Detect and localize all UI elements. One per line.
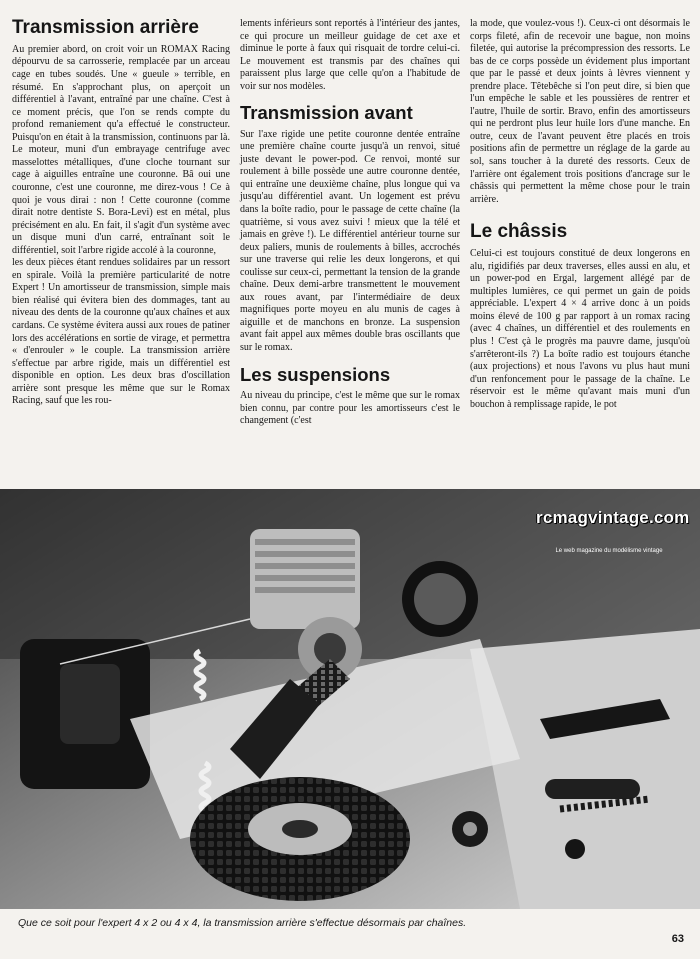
paragraph: les deux pièces étant rendues solidaires par un ressort en spirale. Voilà la première particularité de notre Expert ! Un amortisseur de transmission, simple mais bien réalisé qui évitera bien des dommages, tant au niveau des dents de la couronne qu'aux chaînes et aux cardans. Ce système évitera aussi aux roues de patiner lors des accélérations en sortie de virage, et permettra « d'enrouler » le couple. La transmission arrière s'effectue par arbre rigide, mais un différentiel est disponible en option. Les deux bras d'oscillation arrière sont presque les même que sur le Romax Racing, sauf que les rou-	[12, 257, 230, 407]
paragraph: Sur l'axe rigide une petite couronne dentée entraîne une première chaîne courte jusqu'à un renvoi, situé juste devant le power-pod. Ce renvoi, monté sur roulement à bille possède une autre couronne dentée, qui entraîne une deuxième chaîne, plus longue qui va jusqu'au différentiel avant. Un logement est prévu dans la boîte radio, pour le passage de cette chaîne (la quatrième, si vous avez suivi ! mieux que la télé et jamais en grève !). Le différentiel antérieur tourne sur deux paliers, munis de roulements à billes, accrochés sur une traverse qui relie les deux longerons, et qui coulisse sur ceux-ci, permettant la tension de la grande chaîne. Deux demi-arbre transmettent le mouvement aux roues avant, par l'intermédiaire de deux magnifiques porte moyeu en alu munis de cages à aiguille et de manchons en bronze. La suspension avant fait appel aux mêmes double bras oscillants que sur le romax.	[240, 128, 460, 353]
column-1	[12, 18, 230, 408]
photo-caption: Que ce soit pour l'expert 4 x 2 ou 4 x 4, la transmission arrière s'effectue désormais par chaînes.	[18, 917, 467, 929]
heading-les-suspensions: Les suspensions	[240, 363, 391, 385]
paragraph: Au premier abord, on croit voir un ROMAX Racing dépourvu de sa carrosserie, remplacée par un arceau cage en tubes soudés. Une « gueule » terrible, en résumé. En s'approchant plus, on aperçoit un différentiel à l'avant, entraîné par une chaîne. C'est à ce moment précis, que l'on se rends compte du profond remaniement qu'a effectué le constructeur. Puisqu'on en était à la transmission, continuons par là. Le moteur, muni d'un embrayage centrifuge avec masselottes métalliques, d'une cloche tournant sur cage à aiguilles entraîne une couronne. Bâ oui une couronne, c'est une couronne, me direz-vous ! Ce à quoi je vous dirai : non ! Cette couronne (comme dirait notre dentiste S. Bora-Levi) est en métal, plus précisément en alu. En fait, il s'agit d'un système avec un disque muni d'un carré, entraînant soit le différentiel, soit l'arbre rigide accolé à la couronne,	[12, 43, 230, 256]
watermark-title: rcmagvintage.com	[536, 508, 690, 527]
heading-le-chassis: Le châssis	[470, 221, 568, 243]
heading-transmission-arriere: Transmission arrière	[12, 17, 199, 38]
column-2	[240, 18, 460, 428]
watermark-logo	[536, 508, 690, 554]
paragraph: la mode, que voulez-vous !). Ceux-ci ont désormais le corps fileté, afin de recevoir une bague, non moins filetée, qui autorise la précompression des ressorts. Le bas de ce corps possède un évidement plus important que par le passé et deux joints à lèvres viennent y prendre place. Têtebêche si l'on peut dire, si bien que l'un empêche le sable et les poussières de rentrer et l'autre, l'huile de sortir. Bravo, enfin des amortisseurs qui ne perdront plus leur huile lors d'une manche. En outre, ceux de l'avant peuvent être placés en trois positions afin de permettre un réglage de la garde au sol, sans toucher à la dureté des ressorts. Ceux de l'arrière ont également trois positions d'ancrage sur le châssis qui permettent la même chose pour le train arrière.	[470, 18, 690, 205]
page-number: 63	[671, 933, 684, 945]
column-3	[470, 18, 690, 411]
watermark-subtitle: Le web magazine du modélisme vintage	[555, 548, 663, 554]
paragraph: Celui-ci est toujours constitué de deux longerons en alu, rigidifiés par deux traverses, elles aussi en alu, et un power-pod en Ergal, largement allégé par de multiples lumières, ce qui permet un gain de poids appréciable. L'expert 4 × 4 arrive donc à un poids moins élevé de 100 g par rapport à un romax racing (avec 4 chaînes, un différentiel et des roulements en plus ! C'est çà le progrès ma pauvre dame, jusqu'où s'arrêteront-ils ?) La boîte radio est toujours étanche (aux projections) et nous l'avons vu plus haut muni d'un renfoncement pour le passage de la chaîne. Le réservoir est le même qu'avant mais muni d'un bouchon à remplissage rapide, le pot	[470, 248, 690, 410]
paragraph: Au niveau du principe, c'est le même que sur le romax bien connu, par contre pour les amortisseurs c'est le changement (c'est	[240, 389, 460, 427]
heading-transmission-avant: Transmission avant	[240, 102, 413, 124]
paragraph: lements inférieurs sont reportés à l'intérieur des jantes, ce qui procure un meilleur guidage de cet axe et diminue le porte à faux qui risquait de tordre celui-ci. Le mouvement est transmis par des chaînes qui paraissent plus large que celle qu'on a l'habitude de voir sur nos modèles.	[240, 18, 460, 92]
